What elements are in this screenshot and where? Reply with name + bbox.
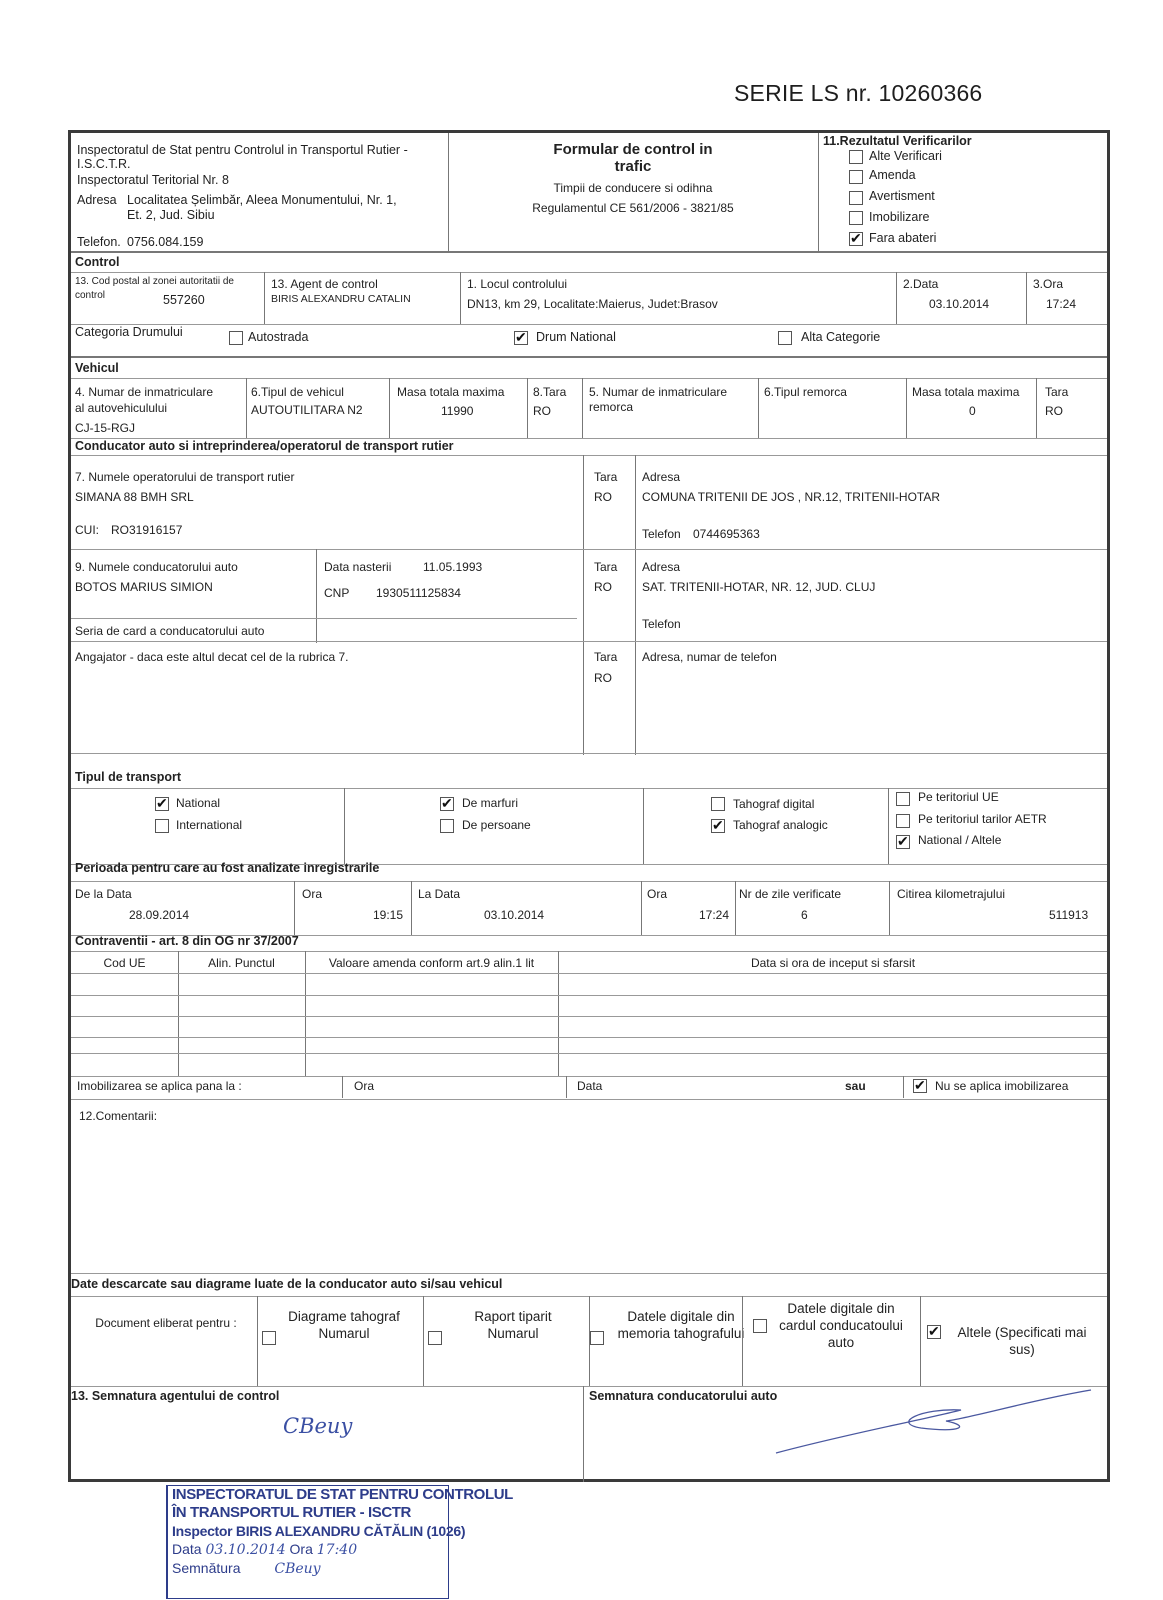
control-form	[68, 130, 1110, 1482]
divider	[460, 272, 461, 324]
phone-value: 0756.084.159	[127, 235, 204, 249]
checkbox-amenda[interactable]	[849, 170, 863, 184]
divider	[71, 618, 577, 619]
stamp-date-row	[168, 1540, 448, 1559]
section-transport-type: Tipul de transport	[75, 770, 182, 784]
cui-value: RO31916157	[111, 523, 183, 537]
stamp-signature-row	[168, 1559, 448, 1578]
postal-code: 557260	[163, 293, 205, 307]
section-downloaded-data: Date descarcate sau diagrame luate de la conducator auto si/sau vehicul	[71, 1277, 503, 1291]
download-option: Datele digitale din memoria tahografului	[617, 1309, 745, 1341]
divider	[71, 951, 1107, 952]
operator-phone-label: Telefon	[642, 527, 681, 541]
divider	[71, 1273, 1107, 1274]
checkbox-alte-verificari[interactable]	[849, 150, 863, 164]
address-line2: Et. 2, Jud. Sibiu	[127, 208, 215, 222]
road-category-option: Autostrada	[248, 330, 309, 344]
divider	[71, 881, 1107, 882]
divider	[818, 133, 819, 251]
form-title-2: trafic	[614, 158, 652, 175]
section-operator: Conducator auto si intreprinderea/operatorul de transport rutier	[75, 439, 454, 453]
divider	[889, 881, 890, 935]
divider	[566, 1076, 567, 1098]
divider	[294, 881, 295, 935]
agent-signature-label: 13. Semnatura agentului de control	[71, 1389, 280, 1403]
from-date-label: De la Data	[75, 887, 132, 901]
issued-for-label: Document eliberat pentru :	[95, 1316, 237, 1330]
divider	[71, 1386, 1107, 1387]
trailer-country-value: RO	[1045, 404, 1063, 418]
employer-country: RO	[594, 671, 612, 685]
employer-country-label: Tara	[594, 650, 618, 664]
table-row	[71, 1037, 1107, 1038]
from-time: 19:15	[373, 908, 404, 922]
transport-option: Tahograf analogic	[733, 818, 828, 832]
section-period: Perioada pentru care au fost analizate inregistrarile	[75, 861, 380, 875]
checkbox-alta-categorie[interactable]	[778, 331, 792, 345]
result-label: Imobilizare	[869, 210, 930, 224]
result-label: Avertisment	[869, 189, 935, 203]
driver-signature	[771, 1388, 1101, 1458]
checkbox-imobilizare[interactable]	[849, 211, 863, 225]
divider	[758, 378, 759, 438]
regulation: Regulamentul CE 561/2006 - 3821/85	[532, 201, 734, 215]
checkbox-cardul-conducatorului[interactable]	[753, 1319, 767, 1333]
driver-name: BOTOS MARIUS SIMION	[75, 580, 213, 594]
stamp-date-label: Data	[172, 1541, 202, 1557]
checkbox-national-altele[interactable]	[896, 835, 910, 849]
column-header: Valoare amenda conform art.9 alin.1 lit	[328, 956, 535, 970]
birth-date: 11.05.1993	[423, 560, 483, 574]
checkbox-de-marfuri[interactable]	[440, 797, 454, 811]
reg-label: 4. Numar de inmatriculare	[75, 385, 214, 399]
operator-country-label: Tara	[594, 470, 618, 484]
postal-label: 13. Cod postal al zonei autoritatii de	[75, 276, 234, 287]
checkbox-tahograf-analogic[interactable]	[711, 819, 725, 833]
stamp-line1: INSPECTORATUL DE STAT PENTRU CONTROLUL	[172, 1486, 513, 1503]
road-category-option: Alta Categorie	[801, 330, 881, 344]
transport-option: National / Altele	[918, 833, 1002, 847]
checkbox-de-persoane[interactable]	[440, 819, 454, 833]
transport-option: National	[176, 796, 221, 810]
transport-option: International	[176, 818, 243, 832]
checkbox-fara-abateri[interactable]	[849, 232, 863, 246]
from-time-label: Ora	[302, 887, 323, 901]
table-row	[71, 1053, 1107, 1054]
checkbox-no-immobilization[interactable]	[913, 1079, 927, 1093]
result-label: Alte Verificari	[869, 149, 942, 163]
postal-label-2: control	[75, 290, 106, 301]
days-label: Nr de zile verificate	[739, 887, 842, 901]
divider	[71, 1099, 1107, 1100]
immobilization-time-label: Ora	[354, 1079, 375, 1093]
driver-phone-label: Telefon	[642, 617, 681, 631]
no-immobilization-label: Nu se aplica imobilizarea	[935, 1079, 1069, 1093]
birth-label: Data nasterii	[324, 560, 392, 574]
transport-option: De marfuri	[462, 796, 519, 810]
cui-label: CUI:	[75, 523, 99, 537]
checkbox-tahograf-digital[interactable]	[711, 797, 725, 811]
section-offences: Contraventii - art. 8 din OG nr 37/2007	[75, 934, 299, 948]
days-value: 6	[801, 908, 808, 922]
reg-number: CJ-15-RGJ	[75, 421, 136, 435]
org-abbrev: I.S.C.T.R.	[77, 157, 131, 171]
to-date-label: La Data	[418, 887, 461, 901]
agent-name: BIRIS ALEXANDRU CATALIN	[271, 293, 411, 305]
operator-phone: 0744695363	[693, 527, 760, 541]
stamp-signature-label: Semnătura	[172, 1560, 241, 1576]
divider	[342, 1076, 343, 1098]
comments-label: 12.Comentarii:	[79, 1109, 158, 1123]
driver-country: RO	[594, 580, 612, 594]
checkbox-international[interactable]	[155, 819, 169, 833]
series-number: SERIE LS nr. 10260366	[734, 80, 983, 106]
to-date: 03.10.2014	[484, 908, 545, 922]
operator-name-label: 7. Numele operatorului de transport rutier	[75, 470, 295, 484]
employer-label: Angajator - daca este altul decat cel de la rubrica 7.	[75, 650, 349, 664]
checkbox-diagrame-tahograf[interactable]	[262, 1331, 276, 1345]
checkbox-autostrada[interactable]	[229, 331, 243, 345]
result-label: Amenda	[869, 168, 916, 182]
mass-label: Masa totala maxima	[397, 385, 505, 399]
comments-field[interactable]	[75, 1127, 1105, 1267]
cnp-value: 1930511125834	[376, 586, 461, 600]
vehicle-type: AUTOUTILITARA N2	[251, 403, 363, 417]
odometer-value: 511913	[1049, 908, 1089, 922]
time-value: 17:24	[1046, 297, 1077, 311]
trailer-mass-label: Masa totala maxima	[912, 385, 1020, 399]
table-row	[71, 973, 1107, 974]
driver-country-label: Tara	[594, 560, 618, 574]
driver-address-label: Adresa	[642, 560, 681, 574]
trailer-type-label: 6.Tipul remorca	[764, 385, 847, 399]
divider	[735, 881, 736, 935]
official-stamp	[166, 1485, 513, 1599]
country-value: RO	[533, 404, 551, 418]
divider	[71, 549, 1107, 550]
immobilization-date-label: Data	[577, 1079, 603, 1093]
stamp-time-label: Ora	[289, 1541, 313, 1557]
transport-option: Pe teritoriul tarilor AETR	[918, 812, 1047, 826]
immobilization-label: Imobilizarea se aplica pana la :	[77, 1079, 242, 1093]
checkbox-teritoriul-aetr[interactable]	[896, 814, 910, 828]
divider	[906, 378, 907, 438]
divider	[71, 788, 1107, 789]
divider	[635, 455, 636, 755]
divider	[71, 641, 1107, 642]
download-option: Raport tiparit Numarul	[474, 1309, 552, 1341]
org-territorial: Inspectoratul Teritorial Nr. 8	[77, 173, 229, 187]
trailer-reg-label: 5. Numar de inmatriculare	[589, 385, 728, 399]
divider	[583, 455, 584, 755]
divider	[643, 788, 644, 864]
divider	[71, 378, 1107, 379]
divider	[888, 788, 889, 864]
driver-name-label: 9. Numele conducatorului auto	[75, 560, 238, 574]
divider	[896, 272, 897, 324]
divider	[71, 1076, 1107, 1077]
checkbox-altele[interactable]	[927, 1325, 941, 1339]
time-label: 3.Ora	[1033, 277, 1064, 291]
result-label: Fara abateri	[869, 231, 937, 245]
divider	[583, 1386, 584, 1482]
operator-country: RO	[594, 490, 612, 504]
country-label: 8.Tara	[533, 385, 567, 399]
driver-address: SAT. TRITENII-HOTAR, NR. 12, JUD. CLUJ	[642, 580, 876, 594]
driver-signature-label: Semnatura conducatorului auto	[589, 1389, 778, 1403]
road-category-label: Categoria Drumului	[75, 325, 183, 339]
to-time-label: Ora	[647, 887, 668, 901]
checkbox-drum-national[interactable]	[514, 331, 528, 345]
address-line1: Localitatea Șelimbăr, Aleea Monumentului, Nr. 1,	[127, 193, 397, 207]
results-title: 11.Rezultatul Verificarilor	[823, 134, 972, 148]
stamp-signature: CBeuy	[274, 1561, 321, 1577]
or-label: sau	[845, 1079, 866, 1093]
mass-value: 11990	[441, 404, 474, 418]
date-label: 2.Data	[903, 277, 939, 291]
section-control: Control	[75, 255, 120, 269]
column-header: Data si ora de inceput si sfarsit	[750, 956, 916, 970]
divider	[257, 1296, 258, 1386]
transport-option: Tahograf digital	[733, 797, 815, 811]
column-header: Cod UE	[103, 956, 146, 970]
divider	[246, 378, 247, 438]
divider	[641, 881, 642, 935]
vehicle-type-label: 6.Tipul de vehicul	[251, 385, 344, 399]
place-label: 1. Locul controlului	[467, 277, 568, 291]
divider	[920, 1296, 921, 1386]
divider	[527, 378, 528, 438]
trailer-mass-value: 0	[969, 404, 976, 418]
checkbox-national[interactable]	[155, 797, 169, 811]
divider	[411, 881, 412, 935]
agent-label: 13. Agent de control	[271, 277, 378, 291]
trailer-reg-label-2: remorca	[589, 400, 634, 414]
form-title: Formular de control in	[553, 141, 713, 158]
divider	[742, 1296, 743, 1386]
divider	[1036, 378, 1037, 438]
agent-signature: CBeuy	[283, 1414, 353, 1438]
divider	[903, 1076, 904, 1098]
checkbox-teritoriul-ue[interactable]	[896, 792, 910, 806]
odometer-label: Citirea kilometrajului	[897, 887, 1006, 901]
section-vehicle: Vehicul	[75, 361, 119, 375]
from-date: 28.09.2014	[129, 908, 190, 922]
form-subtitle: Timpii de conducere si odihna	[553, 181, 713, 195]
column-header: Alin. Punctul	[208, 956, 275, 970]
stamp-time: 17:40	[316, 1542, 358, 1558]
divider	[71, 753, 1107, 754]
transport-option: De persoane	[462, 818, 531, 832]
operator-name: SIMANA 88 BMH SRL	[75, 490, 194, 504]
address-label: Adresa	[77, 193, 117, 207]
date-value: 03.10.2014	[929, 297, 990, 311]
table-row	[71, 995, 1107, 996]
trailer-country-label: Tara	[1045, 385, 1069, 399]
stamp-line3: Inspector BIRIS ALEXANDRU CĂTĂLIN (1026)	[172, 1523, 466, 1539]
org-name: Inspectoratul de Stat pentru Controlul in Transportul Rutier -	[77, 143, 408, 157]
operator-address-label: Adresa	[642, 470, 681, 484]
divider	[71, 455, 1107, 456]
operator-address: COMUNA TRITENII DE JOS , NR.12, TRITENII-HOTAR	[642, 490, 941, 504]
divider	[264, 272, 265, 324]
download-option: Datele digitale din cardul conducatoului auto	[779, 1301, 903, 1350]
divider	[71, 356, 1107, 358]
place-value: DN13, km 29, Localitate:Maierus, Judet:Brasov	[467, 297, 718, 311]
stamp-line2: ÎN TRANSPORTUL RUTIER - ISCTR	[172, 1504, 411, 1521]
card-series-label: Seria de card a conducatorului auto	[75, 624, 265, 638]
stamp-date: 03.10.2014	[205, 1542, 286, 1558]
divider	[1026, 272, 1027, 324]
divider	[389, 378, 390, 438]
checkbox-raport-tiparit[interactable]	[428, 1331, 442, 1345]
table-row	[71, 1016, 1107, 1017]
to-time: 17:24	[699, 908, 730, 922]
checkbox-avertisment[interactable]	[849, 191, 863, 205]
divider	[316, 549, 317, 643]
cnp-label: CNP	[324, 586, 350, 600]
employer-address-label: Adresa, numar de telefon	[642, 650, 777, 664]
transport-option: Pe teritoriul UE	[918, 790, 999, 804]
divider	[344, 788, 345, 864]
divider	[71, 272, 1107, 273]
divider	[71, 324, 1107, 325]
download-option: Altele (Specificati mai sus)	[957, 1325, 1087, 1357]
checkbox-memoria-tahografului[interactable]	[590, 1331, 604, 1345]
divider	[582, 378, 583, 438]
reg-label-2: al autovehiculului	[75, 401, 168, 415]
phone-label: Telefon.	[77, 235, 121, 249]
divider	[423, 1296, 424, 1386]
divider	[71, 251, 1107, 253]
download-option: Diagrame tahograf Numarul	[288, 1309, 400, 1341]
road-category-option: Drum National	[536, 330, 616, 344]
